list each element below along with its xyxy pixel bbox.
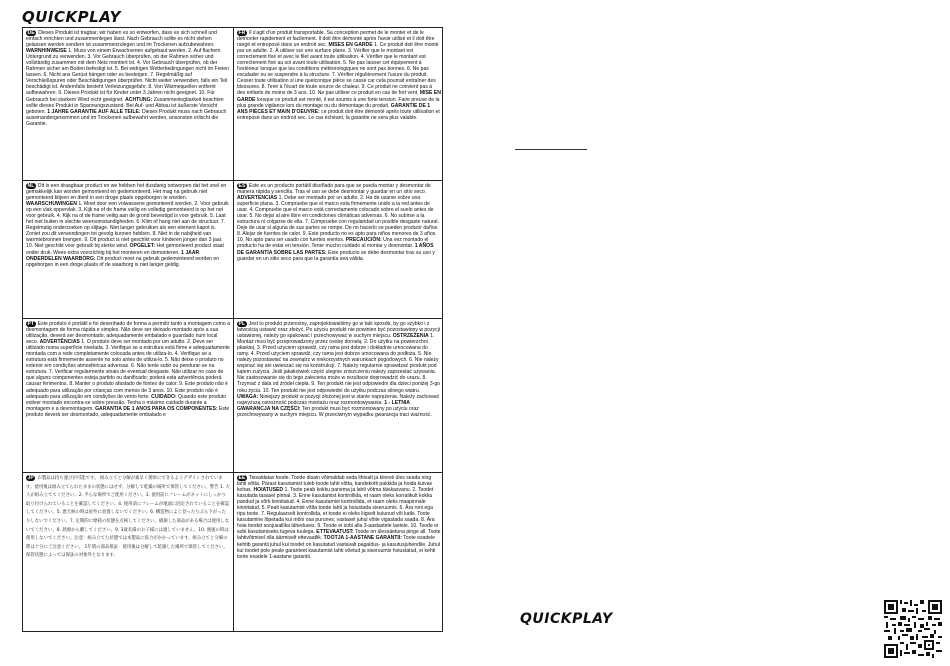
language-badge-pl: PL bbox=[238, 321, 246, 327]
section-pt bbox=[23, 319, 233, 472]
intro-text: Dieses Produkt ist tragbar, wir haben es so entworfen, dass es sich schnell und einfach errichten und zusammenlegen lässt. Nach Gebrauch sollte es nicht stehen gelassen werden sondern ist zusammenzulegen und im Trockenen aufzubewahren. bbox=[26, 30, 217, 49]
guarantee-text: Dieses Produkt muss nach Gebrauch auseinandergenommen und im Trockenen aufbewahrt werden, ansonsten erlischt die Garantie. bbox=[26, 108, 227, 127]
guarantee-text: ce produit doit être démonté après toute utilisation et entreposé dans un endroit sec. Le cas échéant, la garantie ne sera plus valable. bbox=[237, 108, 440, 121]
intro-text: Teisaldatav toode. Toode disain võimaldab seda lihtsalt ja kiiresti üles seada ning lahti võtta. Pärast kasutamist tuleb toode lahti võtta, kandekotti pakkida ja hoida kuivas kohas. bbox=[237, 475, 433, 494]
guarantee-text: 使用後は分解して乾燥した場所で保管してください。保管状態によっては保証の対象外となります。 bbox=[26, 544, 228, 559]
warnings-heading: MISES EN GARDE bbox=[328, 42, 373, 49]
section-ee bbox=[234, 473, 444, 631]
warnings-text: 1. Toote peab kokku panema ja lahti võtma täiskasvanu. 2. Toodet kasutada tasasel pinnal. 3. Enne kasutamist kontrollida, et raam oleks korralikult kokku pandud ja võrk kinnitatud. 4. Enne kasutamist kontrollida, et raam oleks maapinnale kinnitatud. 5. Pealt kasutamist võtta toode lahti ja hoiustada siseruumis. 6. Ära roni ega ripu toote. 7. Regulaarselt kontrollida, et toode ei oleks liigselt kulunud või katki. Toote kasutamine lõpetada kui mõni osa purunes; vastasel juhul võite vigastada saada. 8. Ära hoia toodet soojusallika läheduses. 9. Toode ei sobi alla 3-aastastele lastele. 10. Toode ei sobi kasutamiseks tugeva tuulega. bbox=[237, 487, 439, 536]
caution-text: Una vez montado el producto ha de estar en tensión. Tener mucho cuidado al montar y desmontar. bbox=[237, 237, 429, 250]
caution-text: Zusammenlegbarkeit beachten sollte dieses Produkt in Spannungszustand. Bei Auf- und Abbau ist äußerste Vorsicht geboten. bbox=[26, 96, 224, 115]
guarantee-heading: TOOTJA 1-AASTANE GARANTII: bbox=[323, 535, 402, 542]
qr-code-icon bbox=[884, 600, 942, 658]
warnings-text: 1. Montaż musi być przeprowadzony przez osobę dorosłą. 2. Do użytku na powierzchni płaskiej. 3. Przed użyciem sprawdź, czy rama jest dobrze i dokładnie umocowana do ramy. 4. Przed użyciem sprawdź, czy rama jest dobrze umocowana do podłoża. 5. Nie należy pozostawiać na zewnątrz w niekorzystnych warunkach pogodowych. 6. Nie należy wspinać się ani uwieszać się na konstrukcji. 7. Należy regularnie sprawdzać produkt pod kątem zużycia. Jeśli jakakolwiek część ulegnie zniszczeniu należy zaprzestać używania. Nie zastosowanie się do tego zalecenia może w rezultacie doprowadzić do urazu. 8. Trzymać z dala od źródeł ciepła. 9. Ten produkt nie jest odpowiedni dla dzieci poniżej 3-go roku życia. 10. Ten produkt nie jest odpowiedni do użytku podczas silnego wiatru. bbox=[237, 333, 441, 394]
guarantee-text: Este producto se debe desmontar tras su uso y guardar en un sitio seco para que la garantía sea válida. bbox=[237, 249, 435, 262]
warnings-text: 組み立てと分解が素早く簡単にできるようデザインされています。使用後は組み立てられたままの状態にはせず、分解して乾燥の場所で保管してください。警告 1. 大人が組み立ててください。2. 平らな場所でご使用ください。3. 使用前にフレームがネットにしっかり取り付けられていることを確認してください。4. 使用前にフレームが地面に固定されていることを確認してください。5. 悪天候の時は屋外に放置しないでください。6. 構造物によじ登ったりぶら下がったりしないでください。7. 定期的に摩耗の状態を点検してください。破損した部品がある場合は使用しないでください。8. 熱源から離してください。9. 3歳未満のお子様には適していません。10. 強風の時は使用しないでください。注意：組み立てた状態では本製品に張力がかかっています。組み立てと分解の際は十分にご注意ください。 bbox=[26, 476, 230, 550]
warnings-text: 1. Muss von einem Erwachsenen aufgebaut werden. 2. Auf flachem Untergrund zu verwenden. 3. Vor Gebrauch überprüfen, ob der Rahmen sicher und vollständig zusammen mit dem Netz montiert ist. 4. Vor Gebrauch überprüfen, ob der Rahmen sicher am Boden befestigt ist. 5. Bei widrigen Wetterbedingungen nicht im Freien lassen. 6. Nicht ans Gerüst hängen oder es besteigen. 7. Regelmäßig auf Verschleißspuren oder Beschädigungen überprüfen. Nicht weiter verwenden, falls ein Teil beschädigt ist. Andernfalls besteht Verletzungsgefahr. 8. Von Wärmequellen entfernt aufbewahren. 9. Dieses Produkt ist für Kinder unter 3 Jahren nicht geeignet. 10. Für Gebrauch bei starkem Wind nicht geeignet. bbox=[26, 48, 229, 103]
caution-text: Niniejszy produkt w pozycji złożonej jest w stanie naprężenia. Należy zachować najwyższą ostrożność podczas montażu oraz rozmontowywania. bbox=[237, 393, 440, 406]
instruction-grid bbox=[22, 27, 443, 632]
guarantee-heading: GARANTIE DE 1 ANS PIÈCES ET MAIN D'OEUVRE: bbox=[237, 102, 431, 115]
warnings-heading: ADVERTENCIAS bbox=[237, 195, 278, 202]
section-de bbox=[23, 28, 233, 180]
language-badge-es: ES bbox=[238, 183, 246, 189]
guarantee-heading: 1 JAHRE GARANTIE AUF ALLE TEILE: bbox=[47, 108, 141, 115]
caution-text: Het gemonteerd product staat onder druk. Wees extra voorzichtig bij het monteren en demonteren. bbox=[26, 243, 224, 256]
warnings-text: 1. O produto deve ser montado por um adulto. 2. Deve ser utilizado numa superfície nivelada. 3. Verifique se a estrutura está firme e adequadamente montada com a rede completamente colocada antes de utiliza-lo. 4. Verifique se a estrutura está firmemente assente no solo antes de utiliza-lo. 5. Não deixe o produto no exterior em condições atmosféricas adversas. 6. Não tente subir ou pendurar-se na estrutura. 7. Verificar regularmente sinais de eventual desgaste. Não utilizar no caso de que alguns componentes esteja partido ou danificado; poderá esta advertência poderá causar ferimentos. 8. Manter o produto afastado de fontes de calor. 9. Este produto não é adequado para utilização por crianças com menos de 3 anos. 10. Este produto não é adequado para utilização em condições de vento forte. bbox=[26, 339, 230, 400]
intro-text: Dit is een draagbaar product en we hebben het dusdanig ontworpen dat het snel en gemakkelijk kan worden gemonteerd en gedemonteerd. Het mag na gebruik niet gemonteerd blijven en dient in een droge plaats opgeborgen te worden. bbox=[26, 183, 227, 202]
section-pl bbox=[234, 319, 444, 472]
language-badge-ee: EE bbox=[238, 475, 246, 481]
caution-heading: ETTEVAATUST: bbox=[316, 529, 354, 536]
guarantee-text: Toote esadele kehtib garantii juhul kui toodet on kasutatud vastavalt pagaldus- ja kasutusjuhendile. Juhul kui toodet pole peale garanteet kasutamist lahti võetud ja siseruumis hoiustatud, ei kehti toote esadele 1-aastane garantii. bbox=[237, 535, 441, 560]
warnings-text: 1. Moet door een volwassene gemonteerd worden. 2. Voor gebruik op een vlak oppervlak. 3. Kijk na of de frame veilig en volledig gemonteerd is op het net voor gebruik. 4. Kijk na of de frame veilig aan de grond bevestigd is voor gebruik. 5. Laat het niet buiten in slechte weersomstandigheden. 6. Klim of hang niet aan de structuur. 7. Regelmatig onderzoeken op slijtage. Niet langer gebruiken als een element kapot is. Zoniet zou dit verwondingen tot gevolg kunnen hebben. 8. Niet in de nabijheid van warmtebronnen brengen. 9. Dit product is niet geschikt voor kinderen jonger dan 3 jaar. 10. Niet geschikt voor gebruik bij sterke wind. bbox=[26, 201, 229, 250]
intro-text: お製品は持ち運びが可能です。 bbox=[37, 476, 99, 481]
brand-logo-top: QUICKPLAY bbox=[22, 8, 121, 26]
section-jp bbox=[23, 473, 233, 631]
language-badge-de: DE bbox=[27, 30, 35, 36]
caution-text: 1年間の部品保証： bbox=[84, 544, 123, 550]
caution-heading: UWAGA: bbox=[237, 393, 259, 400]
warnings-heading: WARNHINWEISE bbox=[26, 48, 67, 55]
section-fr bbox=[234, 28, 444, 180]
brand-logo-bottom: QUICKPLAY bbox=[520, 611, 613, 627]
warnings-heading: WAARSCHUWINGEN bbox=[26, 201, 77, 208]
warnings-heading: OSTRZEŻENIA bbox=[392, 333, 429, 340]
warnings-text: 1. Ce produit doit être monté par un adulte. 2. À utiliser sur une surface plane. 3. Vérifier que le montant est correctement fixé et avec le filet avant toute utilisation. 4. Vérifier que le montant est correctement fixé au sol avant toute utilisation. 5. Ne pas laisser cet équipement à l'extérieur lorsque que les conditions météorologiques ne sont pas bonnes. 6. Ne pas escalader ou se suspendre à la structure. 7. Vérifier régulièrement l'usure du produit. Cesser toute utilisation si une quelconque pièce se casse car cela pourrait entraîner des blessures. 8. Tenir à l'écart de toute source de chaleur. 9. Ce produit ne convient pas à des enfants de moins de 3 ans. 10. Ne pas utiliser ce produit en cas de fort vent. bbox=[237, 42, 439, 97]
caution-heading: CUIDADO: bbox=[151, 393, 177, 400]
warnings-heading: ADVERTÊNCIAS bbox=[39, 339, 80, 346]
intro-text: Este es un producto portátil diseñado para que se pueda montar y desmontar de manera rápida y sencilla. Tras el uso se debe desmontar y guardar en un sitio seco. bbox=[237, 183, 431, 196]
caution-text: Quando este produto estiver montado encontra-se sobre pressão. Tenha o máximo cuidado durante a montagem e a desmontagem. bbox=[26, 393, 226, 412]
intro-text: Jest to produkt przenośny, zaprojektowaliśmy go w taki sposób, by go szybko i z łatwością ustawić oraz złożyć. Po użyciu produkt nie powinien być pozostawiony w pozycji ustawionej, należy go spakować i przechowywać w suchym miejscu. bbox=[237, 321, 440, 340]
caution-heading: PRECAUCIÓN: bbox=[345, 237, 382, 244]
caution-heading: ACHTUNG: bbox=[125, 96, 153, 103]
language-badge-jp: JP bbox=[27, 475, 34, 481]
caution-heading: OPGELET: bbox=[129, 243, 156, 250]
guarantee-text: Este produto deverá ser desmontado, adequadamente embalado e bbox=[26, 405, 230, 418]
guarantee-heading: 1 AÑOS DE GARANTÍA SOBRE LAS PARTES: bbox=[237, 243, 434, 256]
caution-text: Toode on ülessäetuna pinge all. Toote lahtivõtmisel olla äärmiselt ettevaatlik. bbox=[237, 529, 441, 542]
warnings-heading: HOIATUSED bbox=[253, 487, 284, 494]
guarantee-heading: 1 - LETNIA GWARANCJA NA CZĘŚCI: bbox=[237, 399, 410, 412]
caution-heading: MISE EN GARDE bbox=[237, 90, 441, 103]
caution-text: lorsque ce produit est monté, il est soumis à une forte tension. Faire preuve de la plus grande vigilance lors du montage ou du démontage du produit. bbox=[237, 96, 440, 109]
language-badge-fr: FR bbox=[238, 30, 246, 36]
intro-text: Este produto é portátil e foi desenhado de forma a permitir tanto a montagem como a desmontagem de forma rápida e simples. Não deve ser deixado montado após a sua utilização, deverá ser desmontado, adequadamente embalado e guardado num local seco. bbox=[26, 321, 230, 346]
divider-line bbox=[515, 149, 587, 150]
section-es bbox=[234, 181, 444, 318]
intro-text: Il s'agit d'un produit transportable. Sa conception permet de le monter et de le démonter rapidement et facilement. Il doit être démonté après l'avoir utilisé et il doit être rangé et entreposé dans un endroit sec. bbox=[237, 30, 435, 49]
section-nl bbox=[23, 181, 233, 318]
guarantee-heading: 1 JAAR ONDERDELEN WAARBORG: bbox=[26, 249, 200, 262]
guarantee-text: Dit product moet na gebruik gedemonteerd worden en opgeborgen in een droge plaats of de waarborg is niet langer geldig. bbox=[26, 255, 220, 268]
language-badge-nl: NL bbox=[27, 183, 35, 189]
guarantee-text: Ten produkt musi być rozmontowany po użyciu oraz przechowywany w suchym miejscu. W przeciwnym wypadku gwarancja traci ważność. bbox=[237, 405, 432, 418]
warnings-text: 1. Debe ser montado por un adulto. 2. Ha de usarse sobre una superficie plana. 3. Compruebe que el marco esta firmemente unido a la red antes de usar. 4. Compruebe que el marco está correctamente colocado sobre el suelo antes de usar. 5. No dejar al aire libre en condiciones climáticas adversas. 6. No subirse a la estructura ni colgarse de ella. 7. Compruebe con regularidad un posible desgaste natural. Deje de usar si alguna de sus partes se rompe. De no hacerlo se pueden producir daños. 8. Alejar de fuentes de calor. 9. Este producto no es apto para niños menores de 3 años. 10. No apto para ser usado con fuertes vientos. bbox=[237, 195, 439, 244]
language-badge-pt: PT bbox=[27, 321, 35, 327]
guarantee-heading: GARANTIA DE 1 ANOS PARA OS COMPONENTES: bbox=[95, 405, 218, 412]
